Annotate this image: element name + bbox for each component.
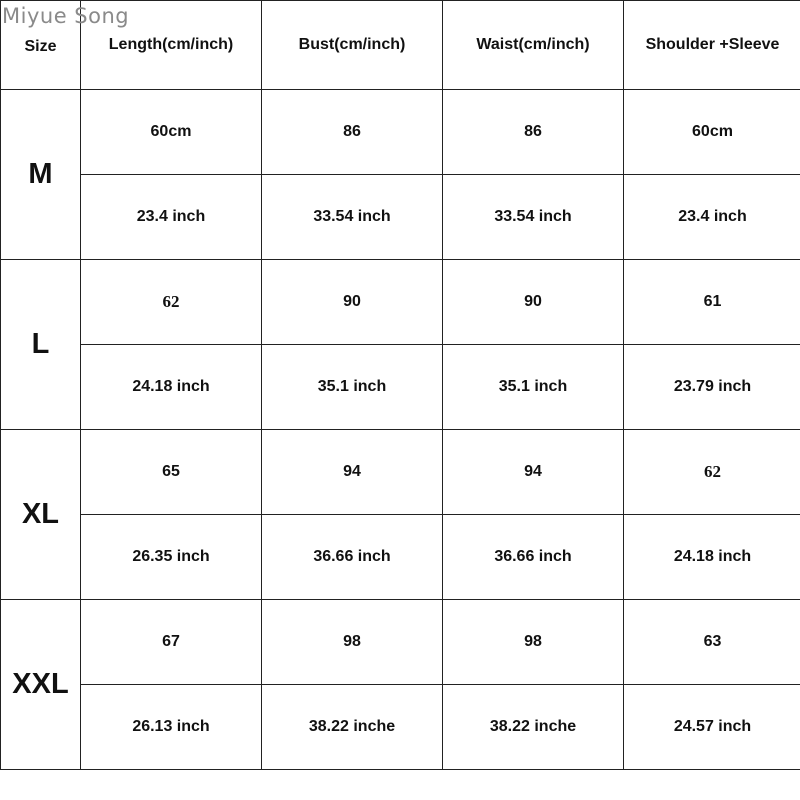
length-inch: 24.18 inch — [81, 345, 262, 430]
bust-cm: 98 — [262, 600, 443, 685]
waist-cm: 86 — [443, 90, 624, 175]
bust-inch: 36.66 inch — [262, 515, 443, 600]
table-row — [1, 345, 800, 430]
watermark-text: Miyue Song — [2, 4, 130, 28]
bust-cm: 86 — [262, 90, 443, 175]
size-label: M — [1, 90, 81, 260]
shoulder-sleeve-cm: 62 — [624, 430, 800, 515]
waist-cm: 94 — [443, 430, 624, 515]
waist-cm: 98 — [443, 600, 624, 685]
length-cm: 62 — [81, 260, 262, 345]
bottom-margin — [0, 770, 800, 800]
header-length: Length(cm/inch) — [81, 1, 262, 90]
length-inch: 23.4 inch — [81, 175, 262, 260]
length-inch: 26.35 inch — [81, 515, 262, 600]
bust-inch: 38.22 inche — [262, 685, 443, 770]
length-cm: 60cm — [81, 90, 262, 175]
table-row — [1, 260, 800, 345]
length-cm: 65 — [81, 430, 262, 515]
shoulder-sleeve-cm: 61 — [624, 260, 800, 345]
shoulder-sleeve-cm: 60cm — [624, 90, 800, 175]
table-row — [1, 430, 800, 515]
header-bust: Bust(cm/inch) — [262, 1, 443, 90]
shoulder-sleeve-cm: 63 — [624, 600, 800, 685]
table-row — [1, 175, 800, 260]
header-size: Size — [1, 1, 81, 90]
waist-inch: 36.66 inch — [443, 515, 624, 600]
shoulder-sleeve-inch: 23.79 inch — [624, 345, 800, 430]
bust-inch: 33.54 inch — [262, 175, 443, 260]
table-row — [1, 90, 800, 175]
waist-cm: 90 — [443, 260, 624, 345]
table-row — [1, 685, 800, 770]
shoulder-sleeve-inch: 24.18 inch — [624, 515, 800, 600]
waist-inch: 38.22 inche — [443, 685, 624, 770]
bust-cm: 90 — [262, 260, 443, 345]
size-label: XL — [1, 430, 81, 600]
table-row — [1, 600, 800, 685]
size-label: XXL — [1, 600, 81, 770]
waist-inch: 35.1 inch — [443, 345, 624, 430]
header-shoulder-sleeve: Shoulder +Sleeve — [624, 1, 800, 90]
table-row — [1, 515, 800, 600]
shoulder-sleeve-inch: 23.4 inch — [624, 175, 800, 260]
bust-cm: 94 — [262, 430, 443, 515]
shoulder-sleeve-inch: 24.57 inch — [624, 685, 800, 770]
waist-inch: 33.54 inch — [443, 175, 624, 260]
length-inch: 26.13 inch — [81, 685, 262, 770]
header-waist: Waist(cm/inch) — [443, 1, 624, 90]
length-cm: 67 — [81, 600, 262, 685]
bust-inch: 35.1 inch — [262, 345, 443, 430]
size-label: L — [1, 260, 81, 430]
